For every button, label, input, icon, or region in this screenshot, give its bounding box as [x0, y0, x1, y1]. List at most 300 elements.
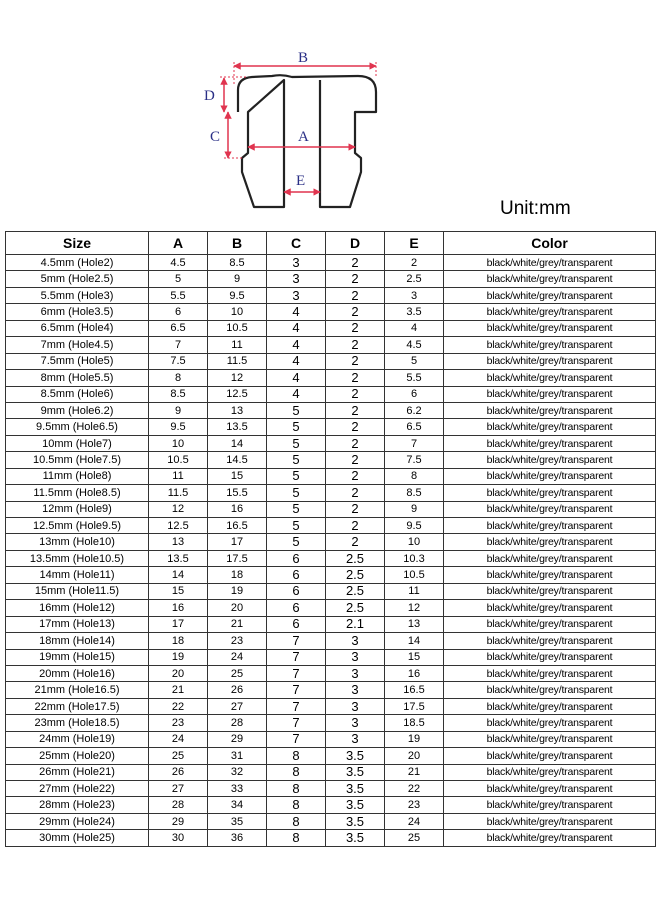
- cell-d: 3: [326, 698, 385, 714]
- header-row: [6, 232, 656, 255]
- cell-e: 3: [385, 287, 444, 303]
- cell-size: 8mm (Hole5.5): [6, 370, 149, 386]
- cell-d: 2: [326, 353, 385, 369]
- cell-size: 5mm (Hole2.5): [6, 271, 149, 287]
- cell-color: black/white/grey/transparent: [444, 419, 656, 435]
- table-row: [6, 386, 656, 402]
- cell-a: 28: [149, 797, 208, 813]
- cell-e: 8: [385, 468, 444, 484]
- table-row: [6, 287, 656, 303]
- table-row: [6, 320, 656, 336]
- cell-c: 5: [267, 485, 326, 501]
- cell-size: 30mm (Hole25): [6, 830, 149, 846]
- cell-a: 6: [149, 304, 208, 320]
- cell-e: 22: [385, 781, 444, 797]
- cell-a: 17: [149, 616, 208, 632]
- cell-size: 14mm (Hole11): [6, 567, 149, 583]
- cell-size: 8.5mm (Hole6): [6, 386, 149, 402]
- cell-b: 17: [208, 534, 267, 550]
- cell-b: 25: [208, 665, 267, 681]
- table-row: [6, 813, 656, 829]
- header-a: A: [149, 232, 208, 255]
- cell-c: 5: [267, 435, 326, 451]
- table-row: [6, 781, 656, 797]
- cell-e: 6: [385, 386, 444, 402]
- cell-b: 19: [208, 583, 267, 599]
- cell-a: 24: [149, 731, 208, 747]
- cell-a: 19: [149, 649, 208, 665]
- cell-c: 4: [267, 386, 326, 402]
- cell-c: 5: [267, 534, 326, 550]
- cell-color: black/white/grey/transparent: [444, 402, 656, 418]
- cell-b: 11: [208, 337, 267, 353]
- cell-b: 15: [208, 468, 267, 484]
- cell-color: black/white/grey/transparent: [444, 682, 656, 698]
- cell-c: 7: [267, 715, 326, 731]
- cell-c: 7: [267, 633, 326, 649]
- table-row: [6, 255, 656, 271]
- cell-e: 13: [385, 616, 444, 632]
- cell-d: 3: [326, 715, 385, 731]
- cell-size: 12.5mm (Hole9.5): [6, 518, 149, 534]
- table-header: [6, 232, 656, 255]
- cell-a: 18: [149, 633, 208, 649]
- cell-a: 23: [149, 715, 208, 731]
- cell-b: 12.5: [208, 386, 267, 402]
- cell-a: 13.5: [149, 550, 208, 566]
- cell-size: 17mm (Hole13): [6, 616, 149, 632]
- header-e: E: [385, 232, 444, 255]
- cell-b: 29: [208, 731, 267, 747]
- cell-a: 30: [149, 830, 208, 846]
- cell-b: 18: [208, 567, 267, 583]
- table-row: [6, 830, 656, 846]
- cell-e: 8.5: [385, 485, 444, 501]
- cell-color: black/white/grey/transparent: [444, 698, 656, 714]
- cell-color: black/white/grey/transparent: [444, 550, 656, 566]
- cell-d: 2: [326, 271, 385, 287]
- cell-c: 7: [267, 665, 326, 681]
- cell-d: 3: [326, 649, 385, 665]
- cell-color: black/white/grey/transparent: [444, 518, 656, 534]
- table-row: [6, 485, 656, 501]
- cell-e: 10: [385, 534, 444, 550]
- cell-color: black/white/grey/transparent: [444, 731, 656, 747]
- table-row: [6, 731, 656, 747]
- cell-size: 7.5mm (Hole5): [6, 353, 149, 369]
- cell-a: 22: [149, 698, 208, 714]
- table-row: [6, 665, 656, 681]
- cell-b: 13.5: [208, 419, 267, 435]
- cell-a: 11: [149, 468, 208, 484]
- cell-d: 2: [326, 304, 385, 320]
- cell-d: 2.1: [326, 616, 385, 632]
- table-row: [6, 501, 656, 517]
- cell-c: 5: [267, 501, 326, 517]
- table-row: [6, 797, 656, 813]
- cell-color: black/white/grey/transparent: [444, 633, 656, 649]
- cell-size: 11mm (Hole8): [6, 468, 149, 484]
- cell-color: black/white/grey/transparent: [444, 485, 656, 501]
- cell-size: 22mm (Hole17.5): [6, 698, 149, 714]
- table-body: [6, 255, 656, 847]
- cell-c: 6: [267, 600, 326, 616]
- table-row: [6, 304, 656, 320]
- cell-d: 2: [326, 402, 385, 418]
- cell-c: 8: [267, 748, 326, 764]
- cell-color: black/white/grey/transparent: [444, 600, 656, 616]
- cell-b: 12: [208, 370, 267, 386]
- cell-color: black/white/grey/transparent: [444, 616, 656, 632]
- cell-color: black/white/grey/transparent: [444, 830, 656, 846]
- cell-b: 24: [208, 649, 267, 665]
- cell-color: black/white/grey/transparent: [444, 435, 656, 451]
- cell-e: 17.5: [385, 698, 444, 714]
- cell-color: black/white/grey/transparent: [444, 468, 656, 484]
- cell-b: 15.5: [208, 485, 267, 501]
- cell-e: 15: [385, 649, 444, 665]
- cell-color: black/white/grey/transparent: [444, 452, 656, 468]
- cell-e: 18.5: [385, 715, 444, 731]
- cell-b: 23: [208, 633, 267, 649]
- cell-a: 20: [149, 665, 208, 681]
- cell-c: 4: [267, 337, 326, 353]
- table-row: [6, 550, 656, 566]
- table-row: [6, 534, 656, 550]
- cell-d: 3: [326, 665, 385, 681]
- cell-d: 3.5: [326, 797, 385, 813]
- cell-color: black/white/grey/transparent: [444, 781, 656, 797]
- cell-e: 5.5: [385, 370, 444, 386]
- cell-c: 5: [267, 468, 326, 484]
- cell-color: black/white/grey/transparent: [444, 649, 656, 665]
- cell-a: 26: [149, 764, 208, 780]
- cell-c: 7: [267, 649, 326, 665]
- cell-size: 23mm (Hole18.5): [6, 715, 149, 731]
- cell-b: 33: [208, 781, 267, 797]
- cell-d: 3.5: [326, 748, 385, 764]
- cell-size: 21mm (Hole16.5): [6, 682, 149, 698]
- cell-e: 9: [385, 501, 444, 517]
- cell-a: 6.5: [149, 320, 208, 336]
- cell-size: 28mm (Hole23): [6, 797, 149, 813]
- table-row: [6, 583, 656, 599]
- table-row: [6, 600, 656, 616]
- cell-c: 6: [267, 550, 326, 566]
- cell-a: 8: [149, 370, 208, 386]
- cell-size: 13.5mm (Hole10.5): [6, 550, 149, 566]
- cell-size: 15mm (Hole11.5): [6, 583, 149, 599]
- cell-size: 6.5mm (Hole4): [6, 320, 149, 336]
- cell-b: 14: [208, 435, 267, 451]
- cell-b: 31: [208, 748, 267, 764]
- cell-e: 25: [385, 830, 444, 846]
- cell-c: 3: [267, 271, 326, 287]
- dim-a-label: A: [298, 129, 309, 145]
- cell-size: 5.5mm (Hole3): [6, 287, 149, 303]
- cell-color: black/white/grey/transparent: [444, 287, 656, 303]
- cell-d: 2: [326, 386, 385, 402]
- table-row: [6, 682, 656, 698]
- unit-label: Unit:mm: [500, 198, 571, 219]
- cell-color: black/white/grey/transparent: [444, 764, 656, 780]
- header-d: D: [326, 232, 385, 255]
- cell-e: 9.5: [385, 518, 444, 534]
- cell-size: 9.5mm (Hole6.5): [6, 419, 149, 435]
- cell-color: black/white/grey/transparent: [444, 337, 656, 353]
- cell-size: 7mm (Hole4.5): [6, 337, 149, 353]
- cell-e: 3.5: [385, 304, 444, 320]
- table-row: [6, 764, 656, 780]
- table-row: [6, 468, 656, 484]
- table-row: [6, 452, 656, 468]
- cell-size: 27mm (Hole22): [6, 781, 149, 797]
- cell-size: 10.5mm (Hole7.5): [6, 452, 149, 468]
- cell-c: 5: [267, 452, 326, 468]
- cell-a: 7.5: [149, 353, 208, 369]
- cell-a: 14: [149, 567, 208, 583]
- cell-d: 3: [326, 682, 385, 698]
- cell-b: 10.5: [208, 320, 267, 336]
- cell-c: 4: [267, 304, 326, 320]
- cell-a: 12: [149, 501, 208, 517]
- cell-color: black/white/grey/transparent: [444, 665, 656, 681]
- cell-e: 21: [385, 764, 444, 780]
- cell-c: 7: [267, 731, 326, 747]
- header-size: Size: [6, 232, 149, 255]
- cell-c: 6: [267, 583, 326, 599]
- cell-e: 10.3: [385, 550, 444, 566]
- cell-a: 13: [149, 534, 208, 550]
- cell-e: 5: [385, 353, 444, 369]
- cell-a: 10: [149, 435, 208, 451]
- cell-b: 34: [208, 797, 267, 813]
- table-row: [6, 649, 656, 665]
- cell-e: 6.2: [385, 402, 444, 418]
- cell-a: 9: [149, 402, 208, 418]
- cell-d: 2: [326, 534, 385, 550]
- cell-b: 8.5: [208, 255, 267, 271]
- table-row: [6, 698, 656, 714]
- cell-b: 14.5: [208, 452, 267, 468]
- cell-d: 3.5: [326, 830, 385, 846]
- cell-b: 36: [208, 830, 267, 846]
- cell-e: 14: [385, 633, 444, 649]
- header-c: C: [267, 232, 326, 255]
- cell-color: black/white/grey/transparent: [444, 255, 656, 271]
- cell-e: 7.5: [385, 452, 444, 468]
- cell-a: 21: [149, 682, 208, 698]
- cell-color: black/white/grey/transparent: [444, 271, 656, 287]
- cell-a: 27: [149, 781, 208, 797]
- cell-a: 7: [149, 337, 208, 353]
- cell-d: 2: [326, 435, 385, 451]
- cell-c: 5: [267, 419, 326, 435]
- header-color: Color: [444, 232, 656, 255]
- cell-e: 16: [385, 665, 444, 681]
- cell-c: 8: [267, 797, 326, 813]
- cell-d: 3: [326, 731, 385, 747]
- cell-a: 25: [149, 748, 208, 764]
- cell-e: 4.5: [385, 337, 444, 353]
- cell-e: 11: [385, 583, 444, 599]
- cell-d: 2: [326, 501, 385, 517]
- cell-b: 16: [208, 501, 267, 517]
- cell-b: 32: [208, 764, 267, 780]
- dim-d-label: D: [204, 88, 215, 104]
- cell-c: 4: [267, 353, 326, 369]
- cell-d: 3.5: [326, 813, 385, 829]
- size-spec-table: [5, 231, 656, 847]
- cell-a: 4.5: [149, 255, 208, 271]
- cell-b: 28: [208, 715, 267, 731]
- table-row: [6, 567, 656, 583]
- cell-a: 8.5: [149, 386, 208, 402]
- cell-color: black/white/grey/transparent: [444, 370, 656, 386]
- cell-size: 20mm (Hole16): [6, 665, 149, 681]
- table-row: [6, 616, 656, 632]
- cell-color: black/white/grey/transparent: [444, 797, 656, 813]
- cell-color: black/white/grey/transparent: [444, 353, 656, 369]
- table-row: [6, 435, 656, 451]
- cell-b: 20: [208, 600, 267, 616]
- cell-d: 2: [326, 419, 385, 435]
- cell-e: 16.5: [385, 682, 444, 698]
- cell-d: 2: [326, 287, 385, 303]
- cell-c: 3: [267, 255, 326, 271]
- cell-b: 11.5: [208, 353, 267, 369]
- cell-c: 4: [267, 320, 326, 336]
- cell-a: 10.5: [149, 452, 208, 468]
- table-row: [6, 271, 656, 287]
- table-row: [6, 353, 656, 369]
- cell-size: 12mm (Hole9): [6, 501, 149, 517]
- cell-e: 2: [385, 255, 444, 271]
- cell-c: 8: [267, 830, 326, 846]
- cell-a: 9.5: [149, 419, 208, 435]
- cell-c: 7: [267, 698, 326, 714]
- cell-d: 2.5: [326, 550, 385, 566]
- cell-e: 6.5: [385, 419, 444, 435]
- cell-d: 3.5: [326, 781, 385, 797]
- cell-color: black/white/grey/transparent: [444, 320, 656, 336]
- cell-e: 4: [385, 320, 444, 336]
- table-row: [6, 370, 656, 386]
- cell-b: 13: [208, 402, 267, 418]
- dim-e-label: E: [296, 173, 306, 189]
- cell-size: 29mm (Hole24): [6, 813, 149, 829]
- cell-size: 13mm (Hole10): [6, 534, 149, 550]
- cell-a: 16: [149, 600, 208, 616]
- cell-color: black/white/grey/transparent: [444, 304, 656, 320]
- cell-size: 11.5mm (Hole8.5): [6, 485, 149, 501]
- table-row: [6, 337, 656, 353]
- cell-a: 29: [149, 813, 208, 829]
- table-row: [6, 633, 656, 649]
- cell-d: 2: [326, 255, 385, 271]
- cell-c: 8: [267, 764, 326, 780]
- cell-a: 15: [149, 583, 208, 599]
- cell-e: 7: [385, 435, 444, 451]
- table-row: [6, 518, 656, 534]
- cell-c: 8: [267, 813, 326, 829]
- cell-e: 19: [385, 731, 444, 747]
- cell-b: 17.5: [208, 550, 267, 566]
- cell-color: black/white/grey/transparent: [444, 748, 656, 764]
- cell-size: 4.5mm (Hole2): [6, 255, 149, 271]
- cell-d: 2: [326, 370, 385, 386]
- table-row: [6, 748, 656, 764]
- cell-e: 24: [385, 813, 444, 829]
- cell-d: 2: [326, 518, 385, 534]
- table-row: [6, 419, 656, 435]
- cell-color: black/white/grey/transparent: [444, 501, 656, 517]
- cell-c: 6: [267, 567, 326, 583]
- cell-b: 9.5: [208, 287, 267, 303]
- cell-d: 2: [326, 468, 385, 484]
- cell-size: 26mm (Hole21): [6, 764, 149, 780]
- cell-size: 24mm (Hole19): [6, 731, 149, 747]
- cell-b: 16.5: [208, 518, 267, 534]
- table-row: [6, 402, 656, 418]
- cell-d: 2.5: [326, 567, 385, 583]
- cell-size: 19mm (Hole15): [6, 649, 149, 665]
- cell-c: 6: [267, 616, 326, 632]
- cell-color: black/white/grey/transparent: [444, 813, 656, 829]
- cell-e: 10.5: [385, 567, 444, 583]
- cell-d: 2: [326, 485, 385, 501]
- cell-d: 2: [326, 452, 385, 468]
- cell-color: black/white/grey/transparent: [444, 583, 656, 599]
- cell-d: 2: [326, 337, 385, 353]
- cell-b: 21: [208, 616, 267, 632]
- cell-b: 10: [208, 304, 267, 320]
- cell-e: 23: [385, 797, 444, 813]
- cell-color: black/white/grey/transparent: [444, 567, 656, 583]
- cell-a: 11.5: [149, 485, 208, 501]
- cell-b: 9: [208, 271, 267, 287]
- cell-d: 2.5: [326, 583, 385, 599]
- dim-c-label: C: [210, 129, 221, 145]
- header-b: B: [208, 232, 267, 255]
- plug-cross-section-svg: [190, 40, 400, 220]
- cell-color: black/white/grey/transparent: [444, 534, 656, 550]
- cell-size: 16mm (Hole12): [6, 600, 149, 616]
- cell-d: 3.5: [326, 764, 385, 780]
- cell-c: 4: [267, 370, 326, 386]
- cell-c: 3: [267, 287, 326, 303]
- cell-size: 6mm (Hole3.5): [6, 304, 149, 320]
- cell-a: 5: [149, 271, 208, 287]
- cell-size: 10mm (Hole7): [6, 435, 149, 451]
- table-row: [6, 715, 656, 731]
- cell-d: 2: [326, 320, 385, 336]
- cell-e: 12: [385, 600, 444, 616]
- cell-d: 3: [326, 633, 385, 649]
- cell-color: black/white/grey/transparent: [444, 386, 656, 402]
- cell-b: 35: [208, 813, 267, 829]
- cell-c: 8: [267, 781, 326, 797]
- cell-size: 18mm (Hole14): [6, 633, 149, 649]
- cell-color: black/white/grey/transparent: [444, 715, 656, 731]
- cell-size: 9mm (Hole6.2): [6, 402, 149, 418]
- cell-d: 2.5: [326, 600, 385, 616]
- cell-c: 7: [267, 682, 326, 698]
- cell-e: 20: [385, 748, 444, 764]
- cell-c: 5: [267, 402, 326, 418]
- cell-c: 5: [267, 518, 326, 534]
- cell-a: 5.5: [149, 287, 208, 303]
